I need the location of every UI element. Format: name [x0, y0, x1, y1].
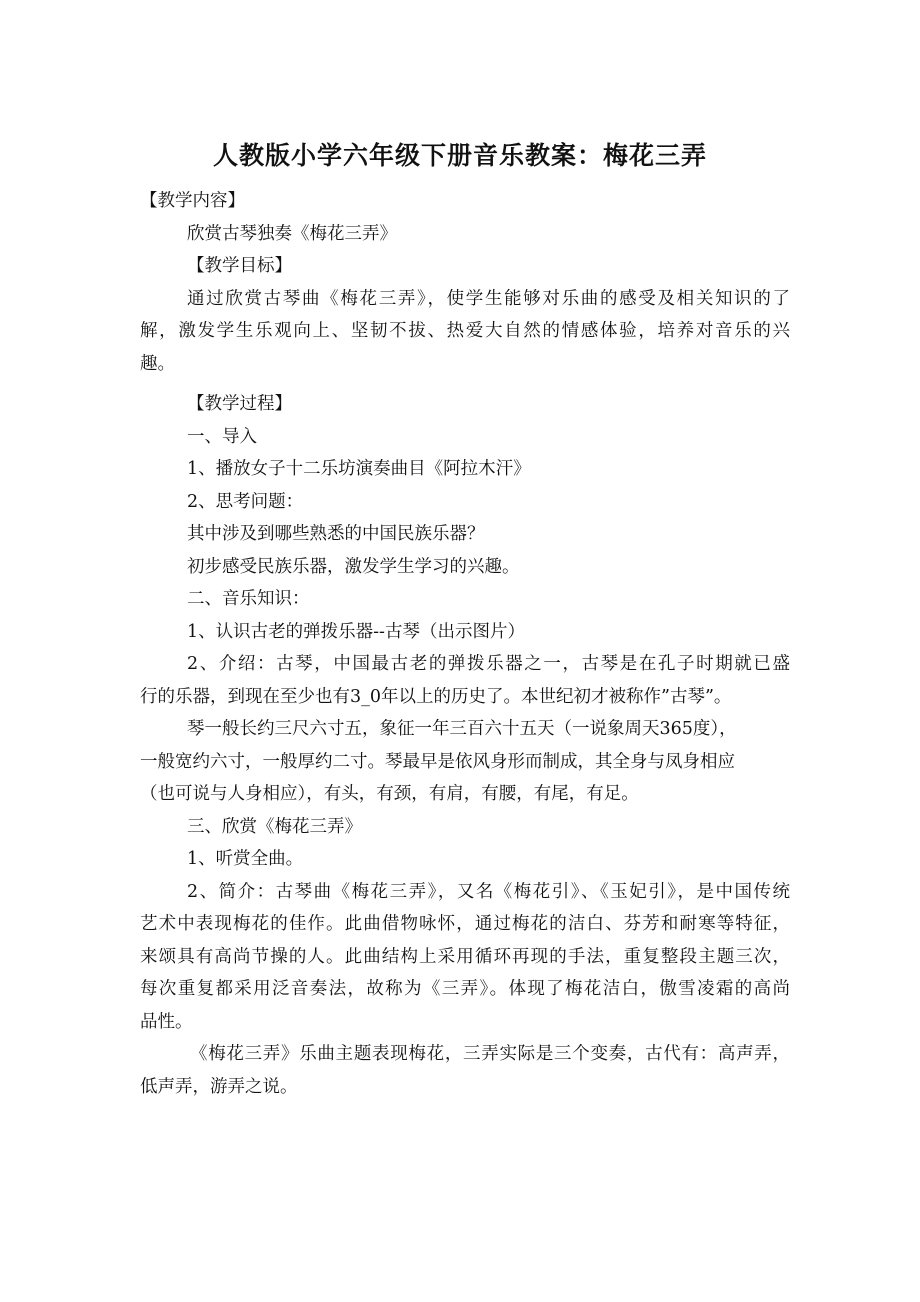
paragraph-line: 2、简介：古琴曲《梅花三弄》，又名《梅花引》、《玉妃引》，是中国传统: [187, 881, 790, 902]
paragraph-line: 一、导入: [187, 426, 257, 447]
section-heading-content: 【教学内容】: [140, 191, 245, 211]
paragraph-line: 低声弄，游弄之说。: [140, 1076, 298, 1097]
paragraph-line: 行的乐器，到现在至少也有3_0年以上的历史了。本世纪初才被称作”古琴”。: [140, 686, 732, 707]
document-title: 人教版小学六年级下册音乐教案：梅花三弄: [212, 141, 707, 170]
paragraph-line: 欣赏古琴独奏《梅花三弄》: [187, 223, 397, 244]
paragraph-line: 一般宽约六寸，一般厚约二寸。琴最早是依风身形而制成，其全身与凤身相应: [140, 751, 735, 772]
paragraph-line: 品性。: [140, 1011, 193, 1032]
paragraph-line: （也可说与人身相应），有头，有颈，有肩，有腰，有尾，有足。: [140, 784, 639, 804]
paragraph-line: 初步感受民族乐器，激发学生学习的兴趣。: [187, 556, 520, 577]
paragraph-line: 三、欣赏《梅花三弄》: [187, 816, 362, 837]
paragraph-line: 1、播放女子十二乐坊演奏曲目《阿拉木汗》: [187, 459, 531, 479]
paragraph-line: 琴一般长约三尺六寸五，象征一年三百六十五天（一说象周天365度），: [187, 719, 737, 739]
paragraph-line: 每次重复都采用泛音奏法，故称为《三弄》。体现了梅花洁白，傲雪凌霜的高尚: [140, 979, 790, 999]
paragraph-line: 二、音乐知识：: [187, 589, 310, 609]
paragraph-line: 2、介绍：古琴，中国最古老的弹拨乐器之一，古琴是在孔子时期就已盛: [187, 654, 790, 674]
paragraph-line: 趣。: [140, 353, 175, 374]
paragraph-line: 《梅花三弄》乐曲主题表现梅花，三弄实际是三个变奏，古代有：高声弄，: [190, 1044, 790, 1064]
section-heading-goals: 【教学目标】: [187, 256, 292, 276]
paragraph-line: 艺术中表现梅花的佳作。此曲借物咏怀，通过梅花的洁白、芬芳和耐寒等特征，: [140, 914, 790, 934]
paragraph-line: 解，激发学生乐观向上、坚韧不拔、热爱大自然的情感体验，培养对音乐的兴: [140, 321, 790, 341]
paragraph-line: 通过欣赏古琴曲《梅花三弄》，使学生能够对乐曲的感受及相关知识的了: [187, 288, 790, 309]
paragraph-line: 其中涉及到哪些熟悉的中国民族乐器？: [187, 524, 485, 544]
section-heading-process: 【教学过程】: [187, 394, 292, 414]
document-body: [140, 185, 790, 1103]
paragraph-line: 1、听赏全曲。: [187, 849, 304, 869]
paragraph-line: 来颂具有高尚节操的人。此曲结构上采用循环再现的手法，重复整段主题三次，: [140, 946, 790, 967]
paragraph-line: 2、思考问题：: [187, 491, 304, 512]
paragraph-line: 1、认识古老的弹拨乐器--古琴（出示图片）: [187, 621, 525, 642]
